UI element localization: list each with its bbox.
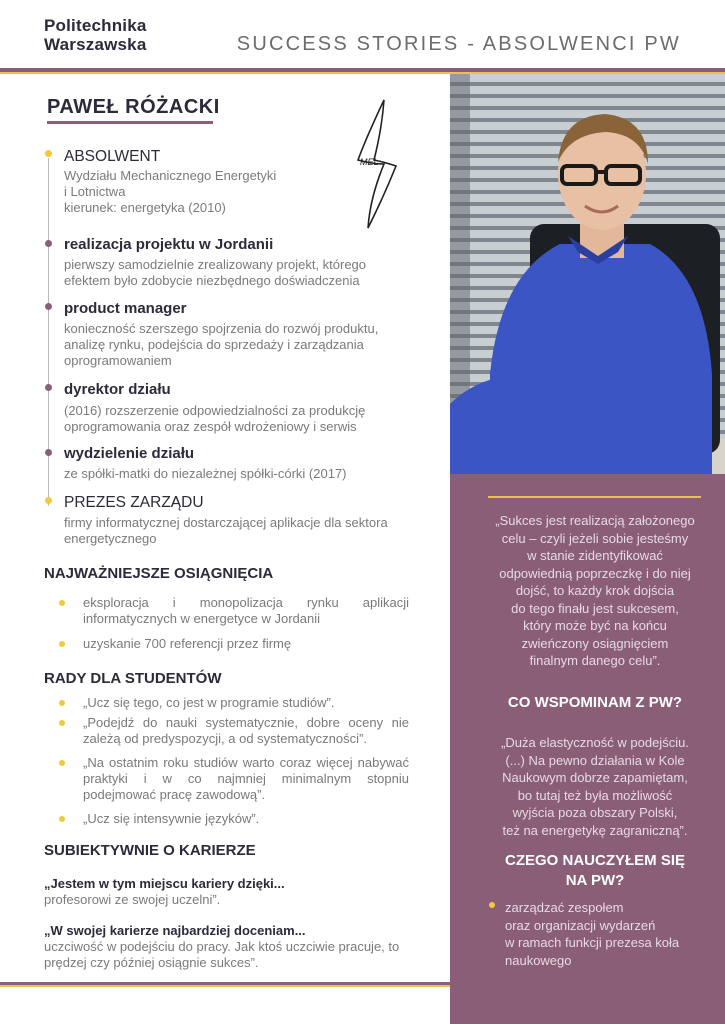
- footer-divider-accent: [0, 985, 450, 987]
- quote-line: zwieńczony osiągnięciem: [521, 635, 669, 651]
- portrait-illustration: [450, 74, 725, 474]
- timeline-line-text: oprogramowaniem: [64, 353, 172, 368]
- timeline-dot-icon: [45, 384, 52, 391]
- advice-item: „Podejdź do nauki systematycznie, dobre oceny nie zależą od predyspozycji, a od systematyczności”.: [83, 715, 409, 746]
- bullet-dot-icon: [59, 816, 65, 822]
- timeline-title: realizacja projektu w Jordanii: [64, 236, 274, 253]
- advice-item: „Ucz się tego, co jest w programie studiów”.: [83, 695, 335, 710]
- career-item: [44, 876, 444, 908]
- timeline-line-text: oprogramowania oraz zespół wdrożeniowy i serwis: [64, 419, 357, 434]
- achievement-item: eksploracja i monopolizacja rynku aplikacji informatycznych w energetyce w Jordanii: [83, 595, 409, 626]
- quote-line: który może być na końcu: [523, 618, 667, 633]
- career-question: „W swojej karierze najbardziej doceniam...: [44, 923, 306, 938]
- bullet-dot-icon: [59, 600, 65, 606]
- timeline-line-text: analizę rynku, podejścia do sprzedaży i zarządzania: [64, 337, 364, 352]
- timeline-title: product manager: [64, 300, 187, 317]
- timeline-title: PREZES ZARZĄDU: [64, 494, 204, 511]
- memory-line: „Duża elastyczność w podejściu.: [501, 735, 689, 750]
- quote-divider: [488, 496, 701, 498]
- memory-line: wyjścia poza obszary Polski,: [512, 805, 678, 820]
- achievement-item: uzyskanie 700 referencji przez firmę: [83, 636, 292, 651]
- timeline-dot-icon: [45, 240, 52, 247]
- quote-line: „Sukces jest realizacją założonego: [495, 513, 695, 528]
- career-item: [44, 923, 444, 971]
- document-title: SUCCESS STORIES - ABSOLWENCI PW: [236, 33, 681, 55]
- bullet-dot-icon: [59, 700, 65, 706]
- bullet-dot-icon: [59, 760, 65, 766]
- learned-line: oraz organizacji wydarzeń: [505, 917, 656, 933]
- timeline-line-text: kierunek: energetyka (2010): [64, 200, 226, 215]
- timeline-description: [64, 466, 347, 482]
- timeline-line-text: firmy informatycznej dostarczającej aplikacje dla sektora: [64, 515, 388, 530]
- memory-line: bo tutaj też była możliwość: [517, 787, 673, 803]
- university-logo: [44, 16, 147, 54]
- timeline-description: [64, 257, 366, 289]
- quote-line: finalnym danego celu”.: [529, 653, 661, 668]
- quote-line: odpowiednią poprzeczkę i do niej: [499, 565, 691, 581]
- logo-line-1: Politechnika: [44, 16, 147, 35]
- timeline-line-text: konieczność szerszego spojrzenia do rozwój produktu,: [64, 321, 379, 336]
- portrait-photo: [450, 74, 725, 474]
- timeline-line-text: ze spółki-matki do niezależnej spółki-córki (2017): [64, 466, 347, 481]
- learned-heading-line: CZEGO NAUCZYŁEM SIĘ: [504, 852, 685, 869]
- timeline-line-text: pierwszy samodzielnie zrealizowany projekt, którego: [64, 257, 367, 272]
- timeline-line-text: i Lotnictwa: [64, 184, 126, 199]
- timeline-description: [64, 321, 378, 369]
- bullet-dot-icon: [489, 902, 495, 908]
- career-question: „Jestem w tym miejscu kariery dzięki...: [44, 876, 285, 891]
- memory-line: (...) Na pewno działania w Kole: [505, 752, 685, 768]
- advice-item: „Na ostatnim roku studiów warto coraz więcej nabywać praktyki i w co najmniej minimalnym stopniu podejmować pracę zawodową”.: [83, 755, 409, 802]
- timeline-line-text: energetycznego: [64, 531, 157, 546]
- timeline-line-text: (2016) rozszerzenie odpowiedzialności za produkcję: [64, 403, 366, 418]
- learned-heading: [470, 851, 720, 891]
- quote-line: celu – czyli jeżeli sobie jesteśmy: [501, 530, 689, 546]
- learned-heading-line: NA PW?: [565, 872, 625, 889]
- timeline-description: [64, 168, 276, 216]
- advice-item: „Ucz się intensywnie języków”.: [83, 811, 260, 826]
- memory-line: Naukowym dobrze zapamiętam,: [502, 770, 688, 785]
- logo-line-2: Warszawska: [44, 35, 147, 54]
- memory-quote: [470, 734, 720, 839]
- success-quote: [470, 512, 720, 670]
- timeline-description: [64, 515, 388, 547]
- memory-heading: CO WSPOMINAM Z PW?: [507, 694, 683, 711]
- learned-line: naukowego: [505, 952, 572, 968]
- signature-icon: [354, 98, 400, 232]
- timeline-title: ABSOLWENT: [64, 148, 161, 165]
- timeline-dot-icon: [45, 150, 52, 157]
- timeline-dot-icon: [45, 497, 52, 504]
- name-underline: [47, 121, 213, 124]
- memory-line: też na energetykę zagraniczną”.: [502, 822, 688, 838]
- bullet-dot-icon: [59, 641, 65, 647]
- learned-list: [505, 899, 715, 969]
- timeline-line-text: Wydziału Mechanicznego Energetyki: [64, 168, 277, 183]
- quote-line: do tego finału jest sukcesem,: [511, 600, 679, 616]
- quote-line: w stanie zidentyfikować: [527, 548, 663, 563]
- career-heading: SUBIEKTYWNIE O KARIERZE: [44, 842, 256, 859]
- signature-text: MEL: [360, 157, 379, 167]
- bullet-dot-icon: [59, 720, 65, 726]
- timeline-title: wydzielenie działu: [64, 445, 195, 462]
- person-name: PAWEŁ RÓŻACKI: [47, 96, 220, 118]
- timeline-line-text: efektem było zdobycie niezbędnego doświadczenia: [64, 273, 360, 288]
- timeline-dot-icon: [45, 449, 52, 456]
- timeline-title: dyrektor działu: [64, 381, 171, 398]
- achievements-heading: NAJWAŻNIEJSZE OSIĄGNIĘCIA: [44, 565, 274, 582]
- learned-line: zarządzać zespołem: [505, 900, 624, 915]
- timeline-description: [64, 403, 365, 435]
- advice-heading: RADY DLA STUDENTÓW: [44, 670, 222, 687]
- timeline-dot-icon: [45, 303, 52, 310]
- career-answer: profesorowi ze swojej uczelni”.: [44, 892, 221, 907]
- career-answer: uczciwość w podejściu do pracy. Jak ktoś uczciwie pracuje, to prędzej czy później osiągnie sukces”.: [44, 939, 400, 970]
- learned-line: w ramach funkcji prezesa koła: [505, 935, 680, 950]
- quote-line: dojść, to każdy krok dojścia: [515, 583, 675, 598]
